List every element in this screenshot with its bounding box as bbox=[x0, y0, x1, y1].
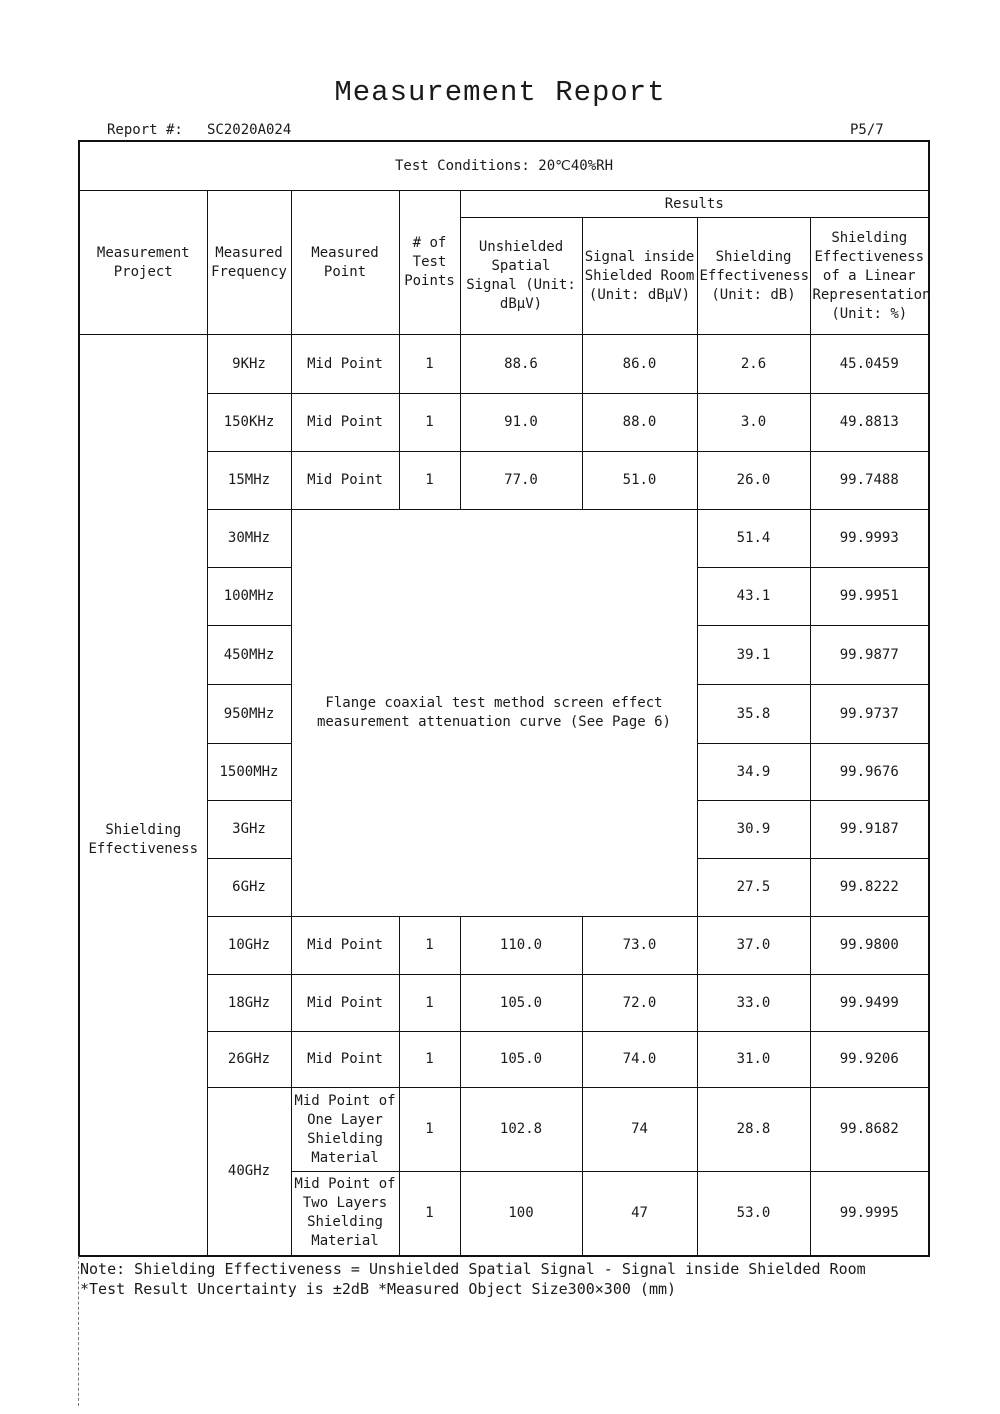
linear-cell: 99.9993 bbox=[810, 510, 929, 568]
linear-cell: 49.8813 bbox=[810, 394, 929, 452]
point-cell: Mid Point bbox=[291, 1032, 399, 1088]
freq-cell: 30MHz bbox=[207, 510, 291, 568]
test-conditions: Test Conditions: 20℃40%RH bbox=[79, 141, 929, 191]
se-cell: 30.9 bbox=[697, 801, 810, 859]
header-project: Measurement Project bbox=[79, 191, 207, 335]
linear-cell: 99.8222 bbox=[810, 859, 929, 917]
count-cell: 1 bbox=[399, 1172, 460, 1256]
unshielded-cell: 88.6 bbox=[460, 335, 582, 394]
count-cell: 1 bbox=[399, 917, 460, 975]
se-cell: 31.0 bbox=[697, 1032, 810, 1088]
freq-cell: 950MHz bbox=[207, 685, 291, 744]
report-number-label: Report #: bbox=[107, 122, 183, 138]
se-cell: 33.0 bbox=[697, 975, 810, 1032]
note-line: *Test Result Uncertainty is ±2dB *Measured Object Size300×300 (mm) bbox=[80, 1280, 677, 1298]
freq-cell: 100MHz bbox=[207, 568, 291, 626]
se-cell: 34.9 bbox=[697, 744, 810, 801]
inside-cell: 86.0 bbox=[582, 335, 697, 394]
unshielded-cell: 105.0 bbox=[460, 1032, 582, 1088]
header-frequency: Measured Frequency bbox=[207, 191, 291, 335]
conditions-row bbox=[79, 141, 929, 191]
linear-cell: 99.7488 bbox=[810, 452, 929, 510]
count-cell: 1 bbox=[399, 452, 460, 510]
freq-cell: 15MHz bbox=[207, 452, 291, 510]
inside-cell: 72.0 bbox=[582, 975, 697, 1032]
inside-cell: 74.0 bbox=[582, 1032, 697, 1088]
project-cell: Shielding Effectiveness bbox=[79, 335, 207, 1256]
table-row bbox=[79, 510, 929, 568]
point-cell: Mid Point of One Layer Shielding Material bbox=[291, 1088, 399, 1172]
header-unshielded: Unshielded Spatial Signal (Unit: dBμV) bbox=[460, 218, 582, 335]
measurement-table bbox=[78, 140, 930, 1257]
header-row bbox=[79, 191, 929, 218]
point-cell: Mid Point of Two Layers Shielding Material bbox=[291, 1172, 399, 1256]
attenuation-curve-note: Flange coaxial test method screen effect measurement attenuation curve (See Page 6) bbox=[291, 510, 697, 917]
inside-cell: 51.0 bbox=[582, 452, 697, 510]
inside-cell: 74 bbox=[582, 1088, 697, 1172]
notes bbox=[80, 1259, 866, 1299]
page-number: P5/7 bbox=[850, 122, 884, 138]
linear-cell: 99.9206 bbox=[810, 1032, 929, 1088]
linear-cell: 99.9995 bbox=[810, 1172, 929, 1256]
unshielded-cell: 91.0 bbox=[460, 394, 582, 452]
se-cell: 51.4 bbox=[697, 510, 810, 568]
table-row bbox=[79, 335, 929, 394]
count-cell: 1 bbox=[399, 1088, 460, 1172]
linear-cell: 99.9737 bbox=[810, 685, 929, 744]
linear-cell: 45.0459 bbox=[810, 335, 929, 394]
table-row bbox=[79, 1088, 929, 1172]
header-linear: Shielding Effectiveness of a Linear Representation (Unit: %) bbox=[810, 218, 929, 335]
count-cell: 1 bbox=[399, 975, 460, 1032]
point-cell: Mid Point bbox=[291, 917, 399, 975]
linear-cell: 99.8682 bbox=[810, 1088, 929, 1172]
linear-cell: 99.9499 bbox=[810, 975, 929, 1032]
header-inside: Signal inside Shielded Room (Unit: dBμV) bbox=[582, 218, 697, 335]
unshielded-cell: 102.8 bbox=[460, 1088, 582, 1172]
count-cell: 1 bbox=[399, 1032, 460, 1088]
freq-cell: 18GHz bbox=[207, 975, 291, 1032]
report-number: SC2020A024 bbox=[207, 122, 292, 138]
linear-cell: 99.9877 bbox=[810, 626, 929, 685]
se-cell: 43.1 bbox=[697, 568, 810, 626]
header-test-points: # of Test Points bbox=[399, 191, 460, 335]
inside-cell: 73.0 bbox=[582, 917, 697, 975]
point-cell: Mid Point bbox=[291, 452, 399, 510]
linear-cell: 99.9800 bbox=[810, 917, 929, 975]
freq-cell: 6GHz bbox=[207, 859, 291, 917]
freq-cell: 450MHz bbox=[207, 626, 291, 685]
freq-cell: 10GHz bbox=[207, 917, 291, 975]
table-row bbox=[79, 394, 929, 452]
freq-cell: 1500MHz bbox=[207, 744, 291, 801]
table-row bbox=[79, 975, 929, 1032]
linear-cell: 99.9951 bbox=[810, 568, 929, 626]
unshielded-cell: 100 bbox=[460, 1172, 582, 1256]
table-row bbox=[79, 917, 929, 975]
header-effectiveness: Shielding Effectiveness (Unit: dB) bbox=[697, 218, 810, 335]
inside-cell: 47 bbox=[582, 1172, 697, 1256]
left-margin-line bbox=[78, 1256, 79, 1406]
se-cell: 28.8 bbox=[697, 1088, 810, 1172]
count-cell: 1 bbox=[399, 335, 460, 394]
linear-cell: 99.9676 bbox=[810, 744, 929, 801]
freq-cell: 26GHz bbox=[207, 1032, 291, 1088]
inside-cell: 88.0 bbox=[582, 394, 697, 452]
header-point: Measured Point bbox=[291, 191, 399, 335]
freq-cell: 3GHz bbox=[207, 801, 291, 859]
freq-cell: 9KHz bbox=[207, 335, 291, 394]
point-cell: Mid Point bbox=[291, 975, 399, 1032]
se-cell: 3.0 bbox=[697, 394, 810, 452]
se-cell: 53.0 bbox=[697, 1172, 810, 1256]
note-line: Note: Shielding Effectiveness = Unshielded Spatial Signal - Signal inside Shielded Room bbox=[80, 1260, 866, 1278]
header-results: Results bbox=[460, 191, 929, 218]
report-title: Measurement Report bbox=[334, 76, 666, 109]
se-cell: 26.0 bbox=[697, 452, 810, 510]
table-row bbox=[79, 1032, 929, 1088]
point-cell: Mid Point bbox=[291, 335, 399, 394]
se-cell: 39.1 bbox=[697, 626, 810, 685]
freq-cell: 40GHz bbox=[207, 1088, 291, 1256]
unshielded-cell: 77.0 bbox=[460, 452, 582, 510]
se-cell: 27.5 bbox=[697, 859, 810, 917]
se-cell: 35.8 bbox=[697, 685, 810, 744]
unshielded-cell: 105.0 bbox=[460, 975, 582, 1032]
linear-cell: 99.9187 bbox=[810, 801, 929, 859]
unshielded-cell: 110.0 bbox=[460, 917, 582, 975]
count-cell: 1 bbox=[399, 394, 460, 452]
freq-cell: 150KHz bbox=[207, 394, 291, 452]
point-cell: Mid Point bbox=[291, 394, 399, 452]
table-row bbox=[79, 452, 929, 510]
se-cell: 37.0 bbox=[697, 917, 810, 975]
se-cell: 2.6 bbox=[697, 335, 810, 394]
